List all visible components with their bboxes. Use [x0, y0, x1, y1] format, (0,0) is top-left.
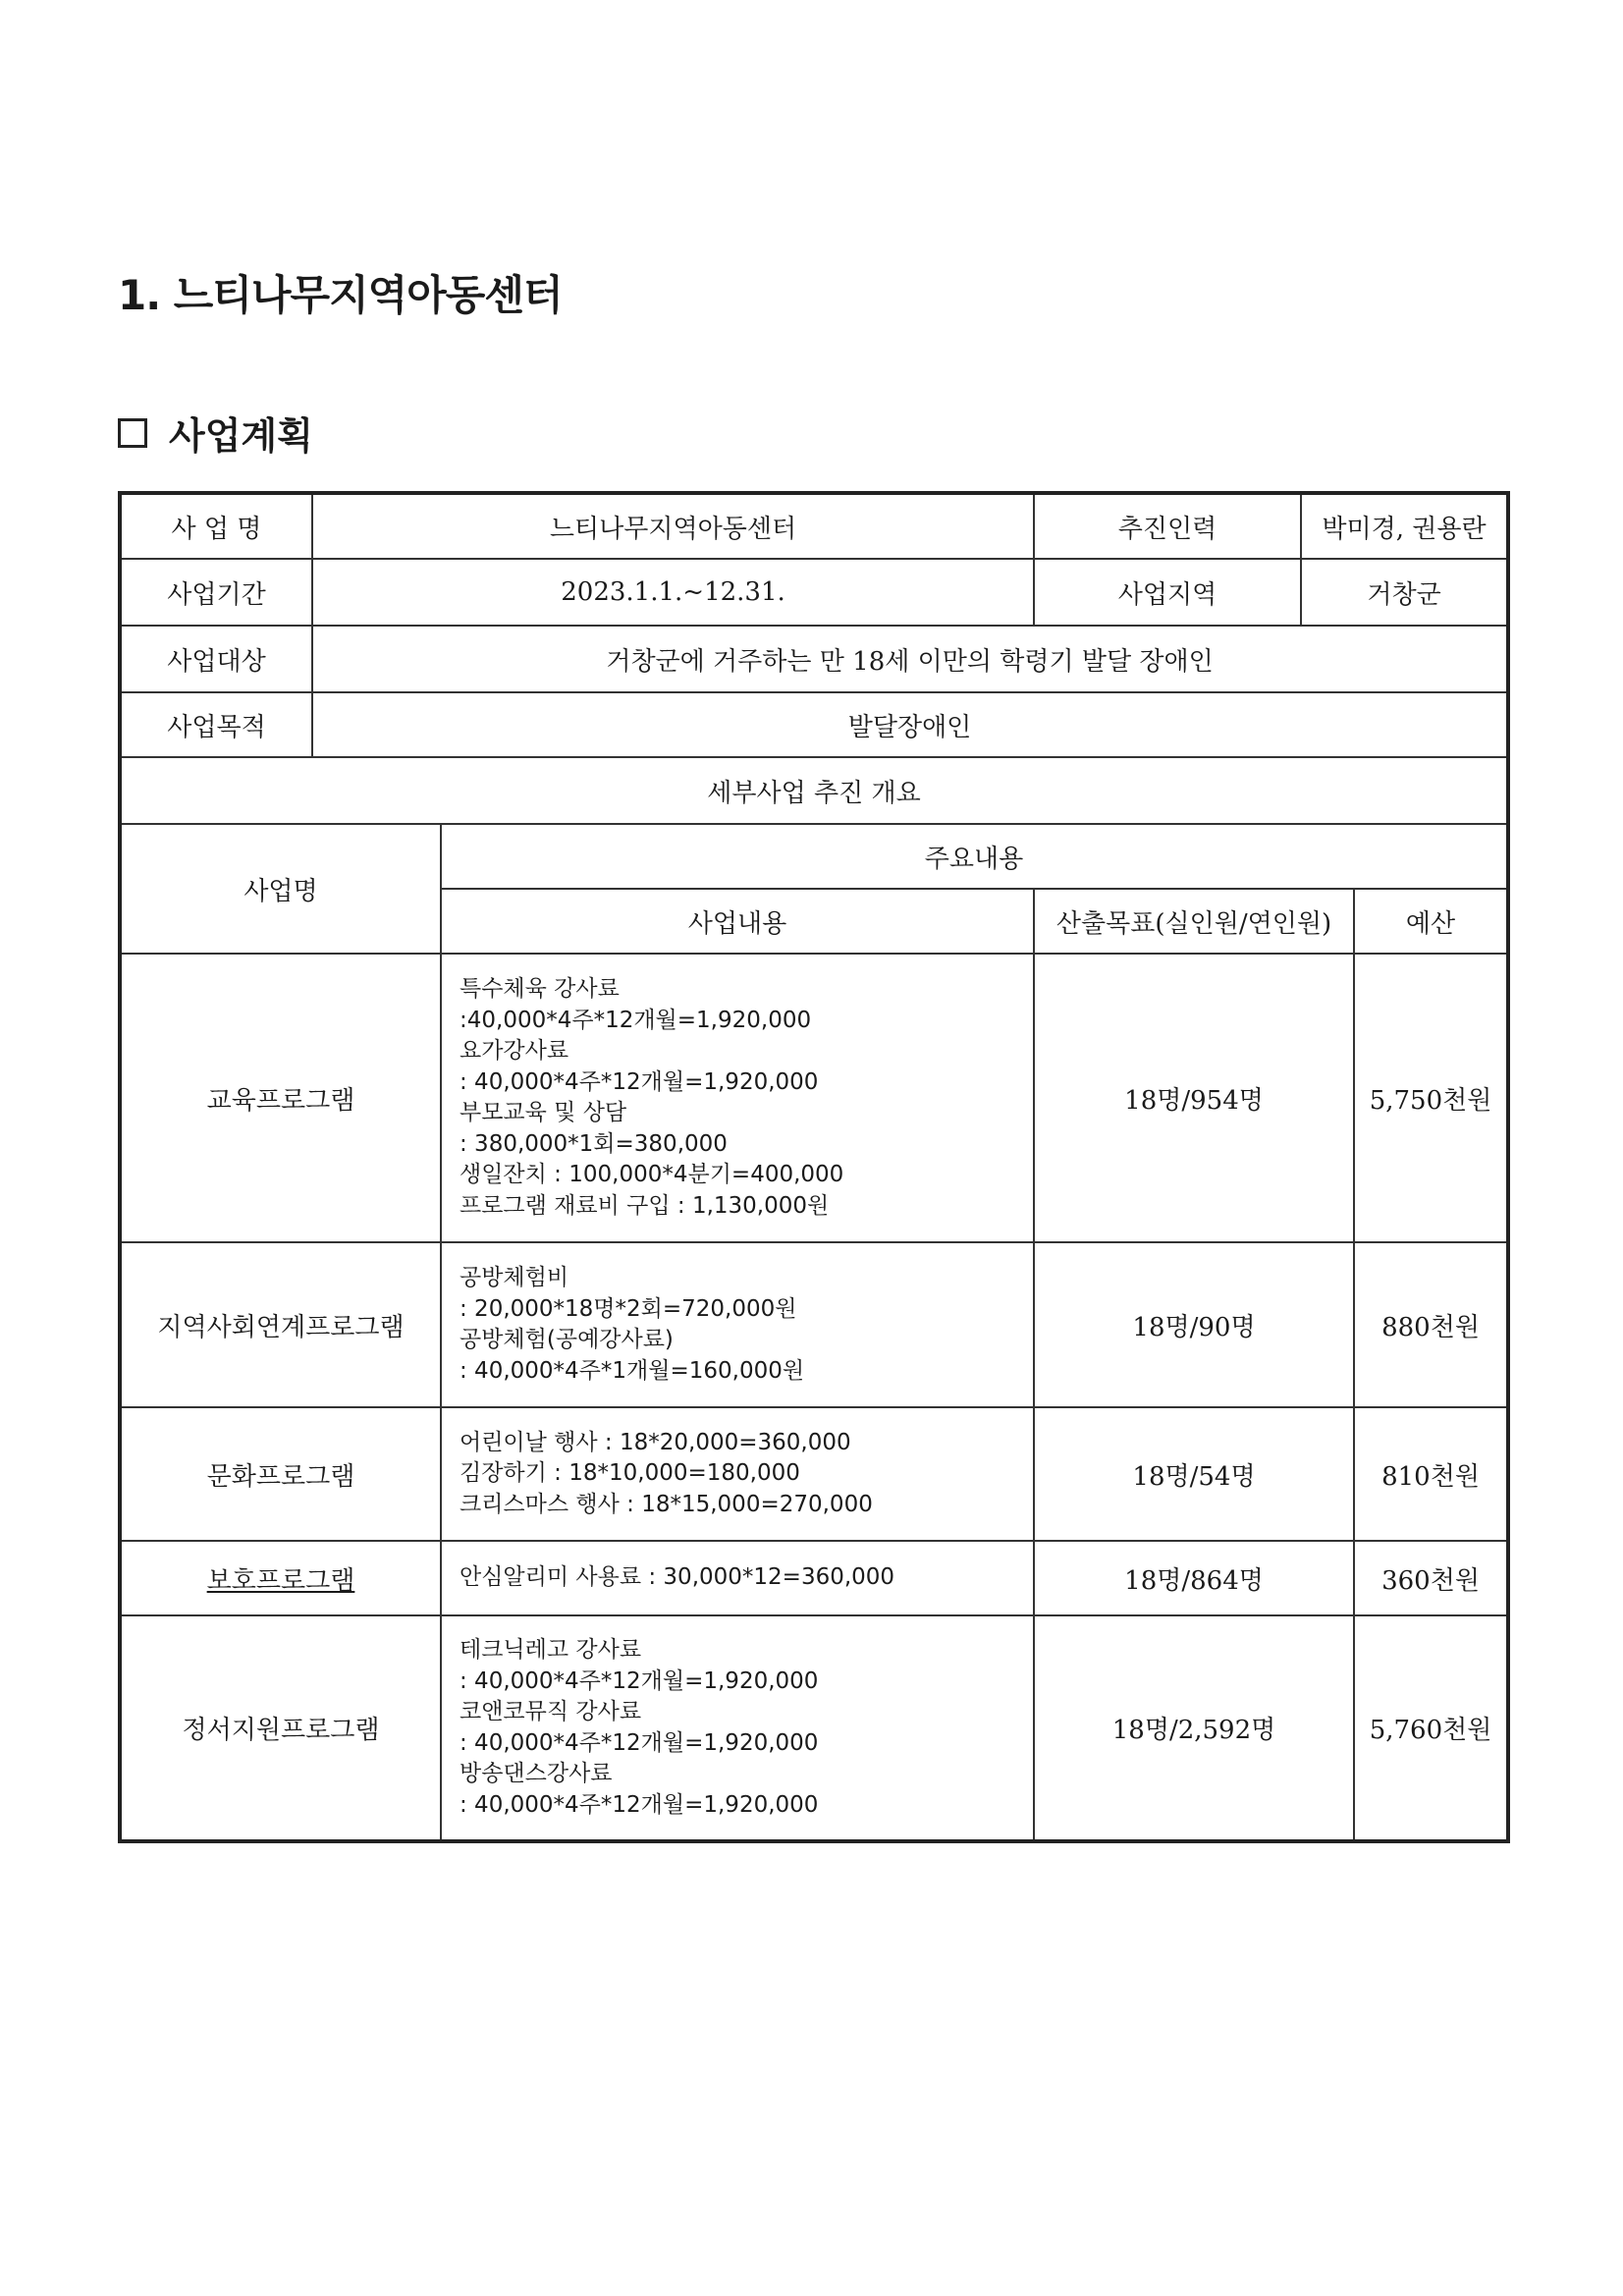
content-line: : 40,000*4주*1개월=160,000원 — [460, 1357, 805, 1384]
content-line: 안심알리미 사용료 : 30,000*12=360,000 — [460, 1564, 895, 1591]
value-business-name: 느티나무지역아동센터 — [312, 493, 1034, 559]
plan-row-target — [120, 626, 1508, 692]
program-content — [441, 1407, 1034, 1541]
header-program: 사업명 — [120, 824, 441, 954]
content-line: 코앤코뮤직 강사료 — [460, 1699, 642, 1724]
program-content — [441, 1242, 1034, 1407]
program-name — [120, 1541, 441, 1615]
program-target: 18명/90명 — [1034, 1242, 1354, 1407]
table-row — [120, 1615, 1508, 1841]
program-name: 정서지원프로그램 — [120, 1615, 441, 1841]
label-period: 사업기간 — [120, 559, 312, 626]
program-name: 문화프로그램 — [120, 1407, 441, 1541]
content-line: : 40,000*4주*12개월=1,920,000 — [460, 1729, 819, 1756]
program-name: 지역사회연계프로그램 — [120, 1242, 441, 1407]
details-title-row — [120, 757, 1508, 824]
header-main-content: 주요내용 — [441, 824, 1508, 889]
page-title: 1. 느티나무지역아동센터 — [118, 271, 563, 319]
content-line: 공방체험(공예강사료) — [460, 1327, 674, 1352]
program-name: 교육프로그램 — [120, 954, 441, 1242]
content-line: 특수체육 강사료 — [460, 976, 620, 1002]
table-row — [120, 1541, 1508, 1615]
content-line: : 40,000*4주*12개월=1,920,000 — [460, 1068, 819, 1095]
content-line: : 40,000*4주*12개월=1,920,000 — [460, 1791, 819, 1818]
plan-row-period — [120, 559, 1508, 626]
program-budget: 360천원 — [1354, 1541, 1508, 1615]
content-line: : 40,000*4주*12개월=1,920,000 — [460, 1667, 819, 1694]
label-business-name: 사 업 명 — [120, 493, 312, 559]
business-plan-table — [118, 491, 1510, 1843]
value-staff: 박미경, 권용란 — [1301, 493, 1508, 559]
label-region: 사업지역 — [1034, 559, 1301, 626]
content-line: :40,000*4주*12개월=1,920,000 — [460, 1007, 812, 1033]
program-target: 18명/54명 — [1034, 1407, 1354, 1541]
checkbox-icon — [118, 418, 147, 448]
label-staff: 추진인력 — [1034, 493, 1301, 559]
plan-row-purpose — [120, 692, 1508, 757]
plan-row-name — [120, 493, 1508, 559]
program-budget: 810천원 — [1354, 1407, 1508, 1541]
header-budget: 예산 — [1354, 889, 1508, 954]
table-row — [120, 954, 1508, 1242]
content-line: 김장하기 : 18*10,000=180,000 — [460, 1460, 800, 1487]
program-target: 18명/864명 — [1034, 1541, 1354, 1615]
content-line: 어린이날 행사 : 18*20,000=360,000 — [460, 1429, 851, 1455]
program-budget: 5,750천원 — [1354, 954, 1508, 1242]
value-purpose: 발달장애인 — [312, 692, 1508, 757]
label-target: 사업대상 — [120, 626, 312, 692]
program-content — [441, 954, 1034, 1242]
table-row — [120, 1242, 1508, 1407]
section-heading-text: 사업계획 — [169, 414, 313, 458]
content-line: 요가강사료 — [460, 1038, 569, 1064]
details-title: 세부사업 추진 개요 — [120, 757, 1508, 824]
details-header-row-1 — [120, 824, 1508, 889]
content-line: 프로그램 재료비 구입 : 1,130,000원 — [460, 1192, 830, 1219]
content-line: : 380,000*1회=380,000 — [460, 1130, 728, 1157]
value-region: 거창군 — [1301, 559, 1508, 626]
section-heading — [118, 406, 313, 460]
content-line: 생일잔치 : 100,000*4분기=400,000 — [460, 1162, 844, 1187]
program-budget: 5,760천원 — [1354, 1615, 1508, 1841]
table-row — [120, 1407, 1508, 1541]
label-purpose: 사업목적 — [120, 692, 312, 757]
program-budget: 880천원 — [1354, 1242, 1508, 1407]
program-target: 18명/2,592명 — [1034, 1615, 1354, 1841]
content-line: : 20,000*18명*2회=720,000원 — [460, 1295, 797, 1322]
content-line: 공방체험비 — [460, 1265, 569, 1290]
header-content: 사업내용 — [441, 889, 1034, 954]
program-target: 18명/954명 — [1034, 954, 1354, 1242]
content-line: 테크닉레고 강사료 — [460, 1637, 642, 1663]
program-name-text: 보호프로그램 — [206, 1565, 355, 1596]
content-line: 방송댄스강사료 — [460, 1761, 613, 1786]
value-period: 2023.1.1.~12.31. — [312, 559, 1034, 626]
value-target: 거창군에 거주하는 만 18세 이만의 학령기 발달 장애인 — [312, 626, 1508, 692]
content-line: 크리스마스 행사 : 18*15,000=270,000 — [460, 1491, 873, 1517]
program-content — [441, 1541, 1034, 1615]
header-target: 산출목표(실인원/연인원) — [1034, 889, 1354, 954]
program-content — [441, 1615, 1034, 1841]
content-line: 부모교육 및 상담 — [460, 1100, 627, 1125]
